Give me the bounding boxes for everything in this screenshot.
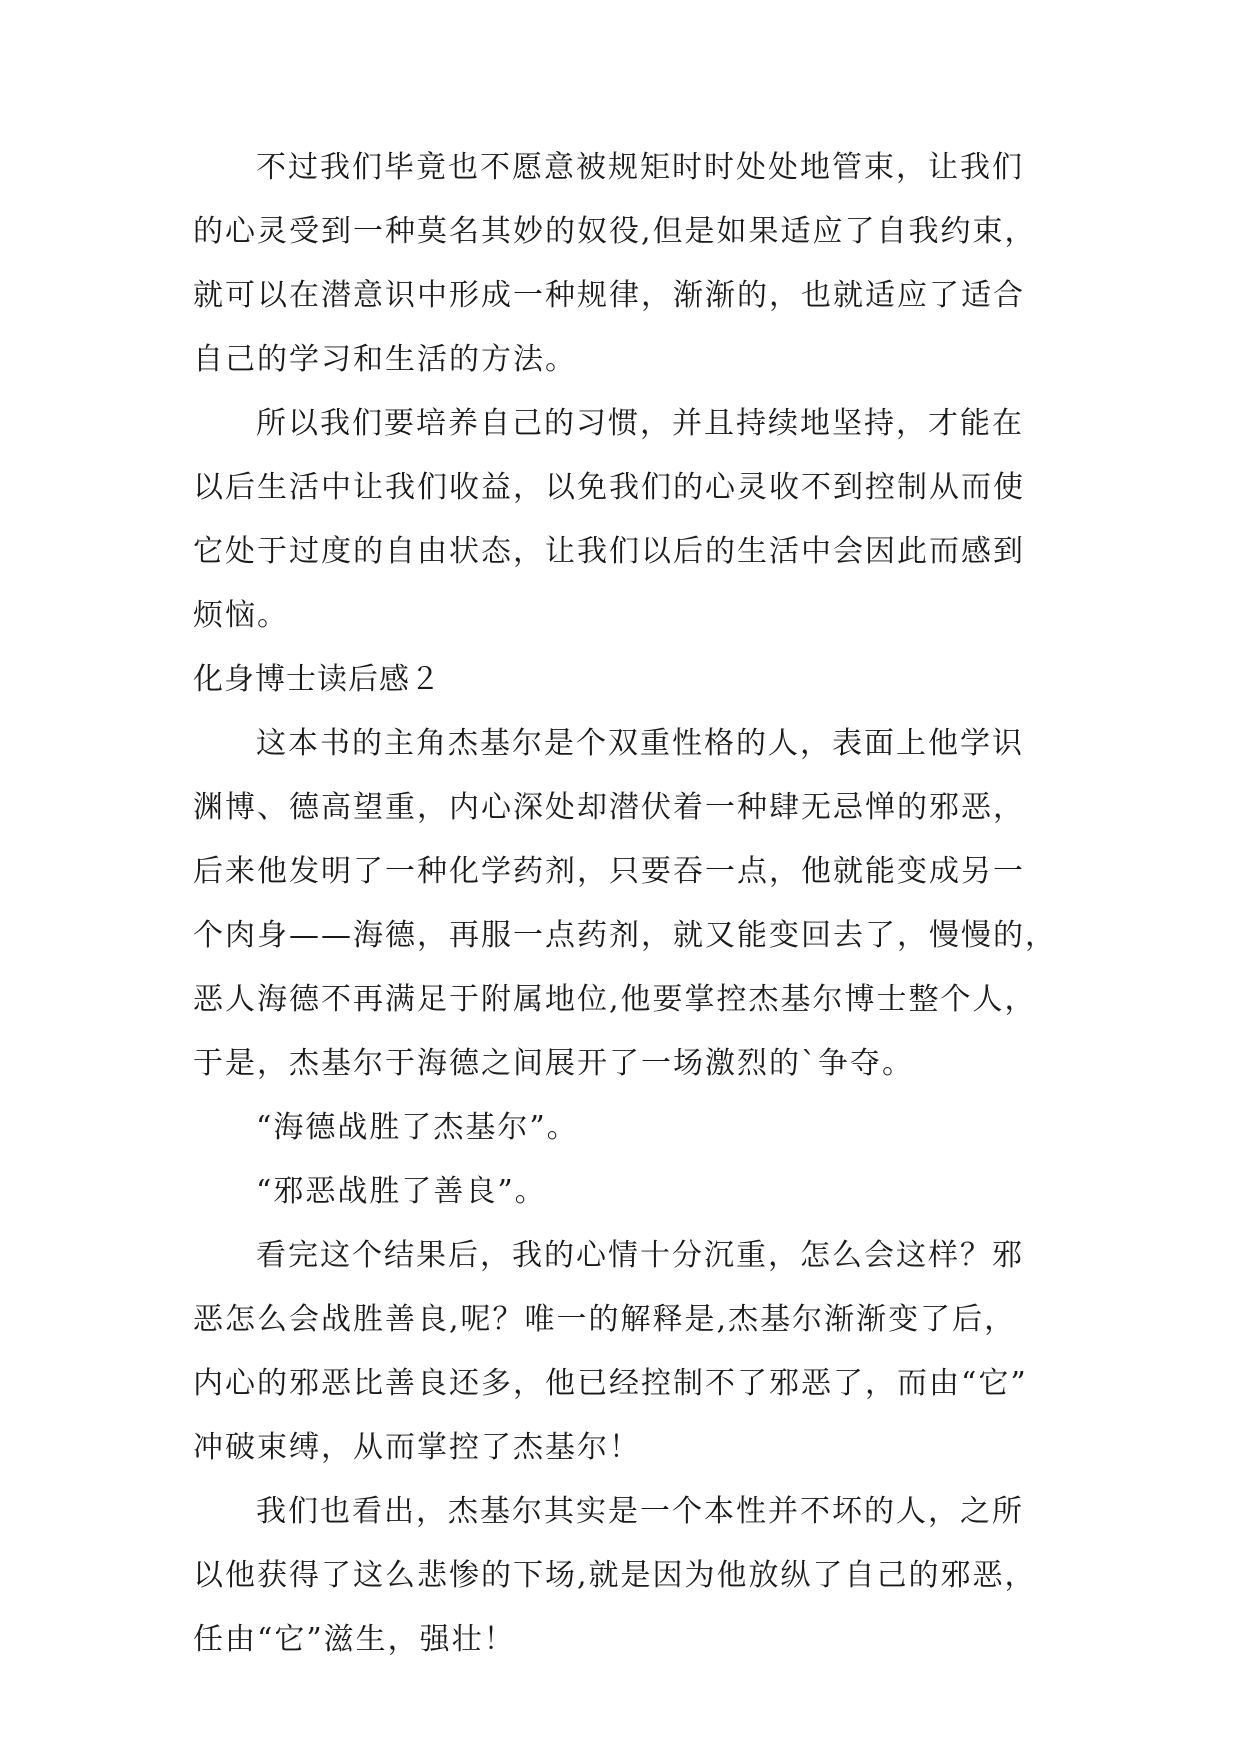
paragraph-4-line-2: 恶怎么会战胜善良,呢？唯一的解释是,杰基尔渐渐变了后， (193, 1302, 1017, 1337)
paragraph-2-line-1: 所以我们要培养自己的习惯，并且持续地坚持，才能在 (256, 406, 1024, 441)
paragraph-1-line-1: 不过我们毕竟也不愿意被规矩时时处处地管束，让我们 (256, 150, 1024, 185)
paragraph-3-line-2: 渊博、德高望重，内心深处却潜伏着一种肆无忌惮的邪恶， (193, 790, 1025, 825)
section-heading: 化身博士读后感２ (193, 662, 441, 697)
paragraph-3-line-6: 于是，杰基尔于海德之间展开了一场激烈的`争夺。 (193, 1046, 914, 1081)
paragraph-5-line-3: 任由“它”滋生，强壮！ (193, 1622, 516, 1657)
paragraph-2-line-3: 它处于过度的自由状态，让我们以后的生活中会因此而感到 (193, 534, 1025, 569)
paragraph-3-line-5: 恶人海德不再满足于附属地位,他要掌控杰基尔博士整个人， (193, 982, 1037, 1017)
paragraph-1-line-3: 就可以在潜意识中形成一种规律，渐渐的，也就适应了适合 (193, 278, 1025, 313)
paragraph-4-line-3: 内心的邪恶比善良还多，他已经控制不了邪恶了，而由“它” (193, 1366, 1028, 1401)
paragraph-1-line-2: 的心灵受到一种莫名其妙的奴役,但是如果适应了自我约束， (193, 214, 1037, 249)
paragraph-1-line-4: 自己的学习和生活的方法。 (193, 342, 577, 377)
paragraph-4-line-1: 看完这个结果后，我的心情十分沉重，怎么会这样？邪 (256, 1238, 1024, 1273)
paragraph-4-line-4: 冲破束缚，从而掌控了杰基尔！ (193, 1430, 641, 1465)
paragraph-3-line-1: 这本书的主角杰基尔是个双重性格的人，表面上他学识 (256, 726, 1024, 761)
paragraph-3-line-3: 后来他发明了一种化学药剂，只要吞一点，他就能变成另一 (193, 854, 1025, 889)
paragraph-2-line-2: 以后生活中让我们收益，以免我们的心灵收不到控制从而使 (193, 470, 1025, 505)
paragraph-2-line-4: 烦恼。 (193, 598, 289, 633)
quote-line-2: “邪恶战胜了善良”。 (256, 1174, 547, 1209)
paragraph-5-line-1: 我们也看出，杰基尔其实是一个本性并不坏的人，之所 (256, 1494, 1024, 1529)
paragraph-3-line-4: 个肉身——海德，再服一点药剂，就又能变回去了，慢慢的， (193, 918, 1057, 953)
quote-line-1: “海德战胜了杰基尔”。 (256, 1110, 579, 1145)
paragraph-5-line-2: 以他获得了这么悲惨的下场,就是因为他放纵了自己的邪恶， (193, 1558, 1037, 1593)
